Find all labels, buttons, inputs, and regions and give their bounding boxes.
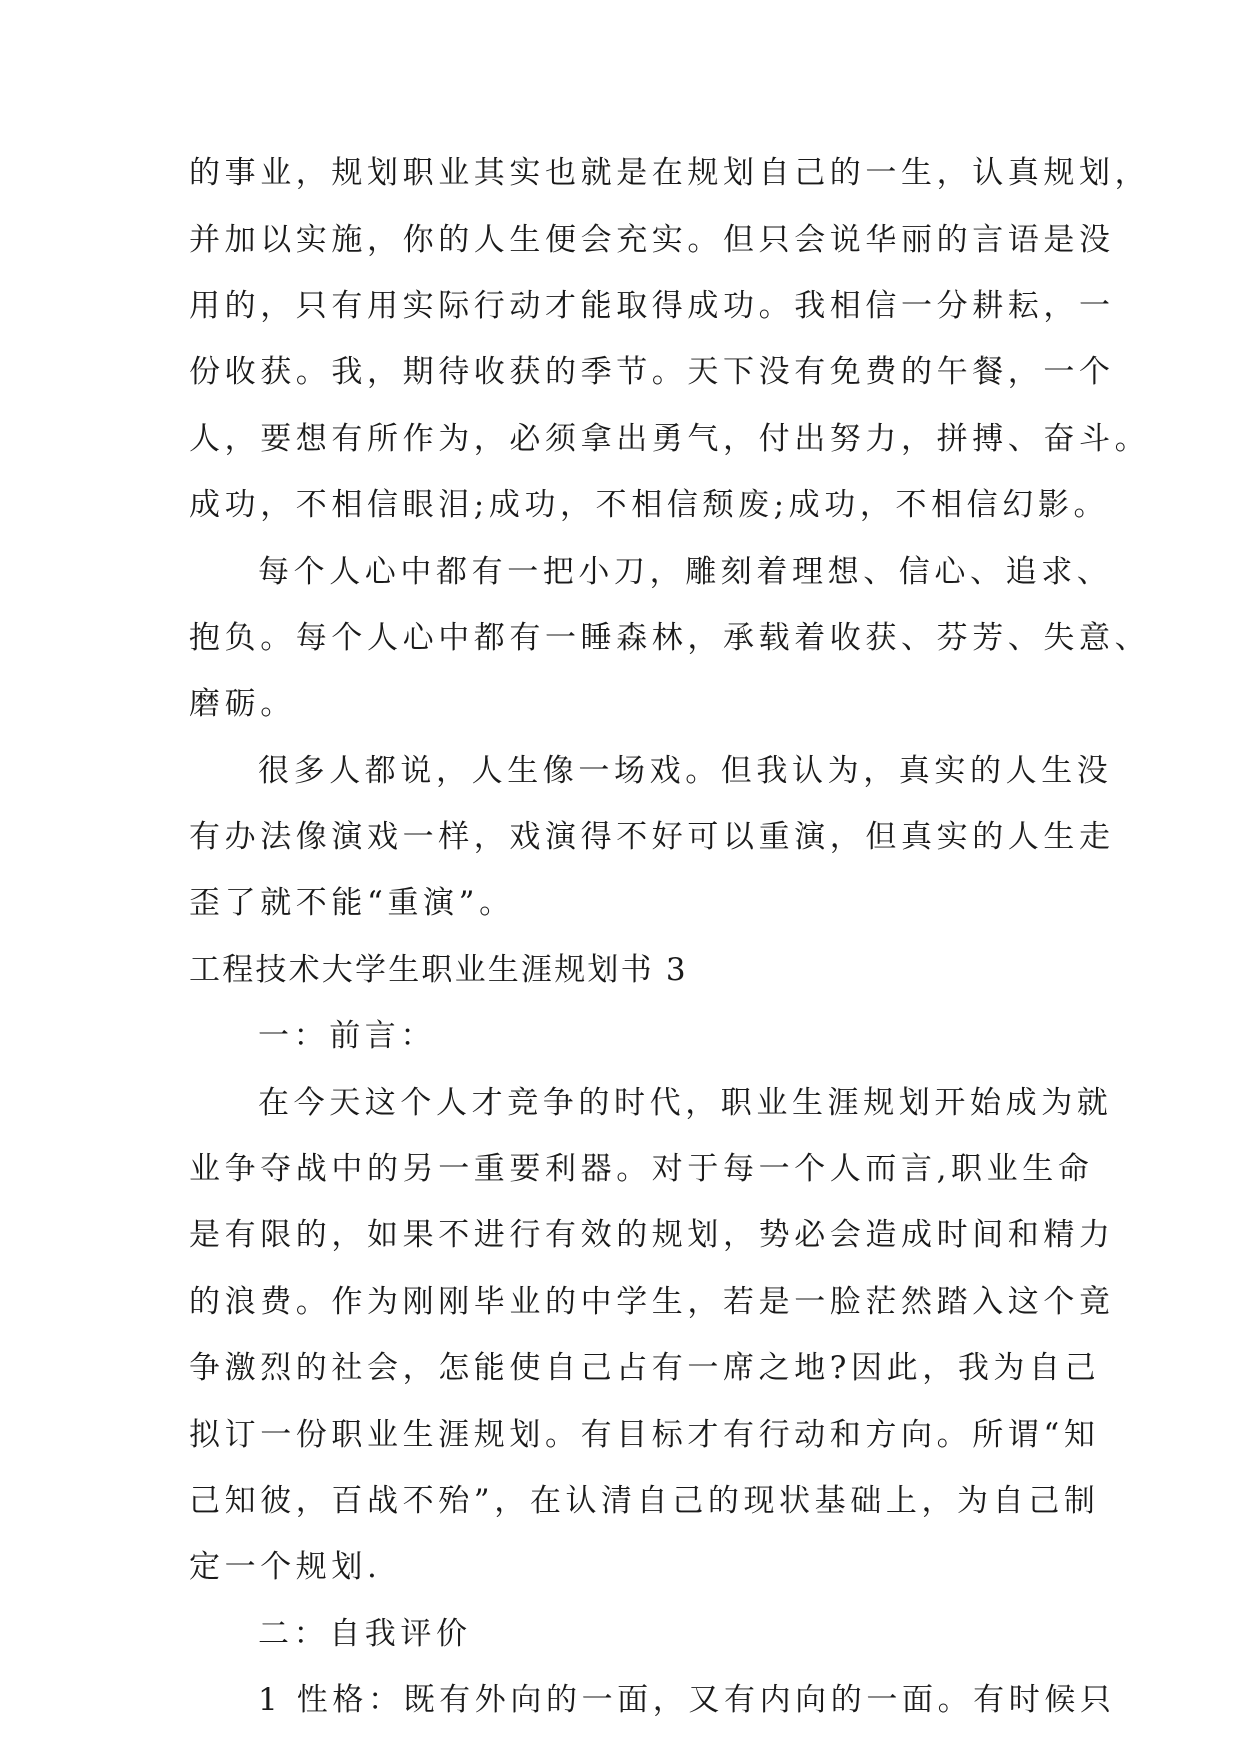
text-line-2: 并加以实施，你的人生便会充实。但只会说华丽的言语是没: [189, 222, 1115, 258]
list-item-personality: 1 性格：既有外向的一面，又有内向的一面。有时候只: [258, 1682, 1116, 1718]
text-line-5: 人，要想有所作为，必须拿出勇气，付出努力，拼搏、奋斗。: [189, 421, 1151, 457]
paragraph-start-3: 在今天这个人才竞争的时代，职业生涯规划开始成为就: [258, 1085, 1113, 1121]
text-line-3: 用的，只有用实际行动才能取得成功。我相信一分耕耘，一: [189, 288, 1115, 324]
text-line-21: 己知彼，百战不殆”，在认清自己的现状基础上，为自己制: [189, 1483, 1100, 1519]
subheading-self-evaluation: 二：自我评价: [258, 1616, 472, 1652]
text-line-8: 抱负。每个人心中都有一睡森林，承载着收获、芬芳、失意、: [189, 620, 1151, 656]
text-line-11: 有办法像演戏一样，戏演得不好可以重演，但真实的人生走: [189, 819, 1115, 855]
text-line-4: 份收获。我，期待收获的季节。天下没有免费的午餐，一个: [189, 354, 1115, 390]
text-line-22: 定一个规划.: [189, 1549, 382, 1585]
text-line-16: 业争夺战中的另一重要利器。对于每一个人而言,职业生命: [189, 1151, 1094, 1187]
text-line-9: 磨砺。: [189, 686, 296, 722]
text-line-12: 歪了就不能“重演”。: [189, 885, 515, 921]
text-line-6: 成功，不相信眼泪;成功，不相信颓废;成功，不相信幻影。: [189, 487, 1110, 523]
text-line-18: 的浪费。作为刚刚毕业的中学生，若是一脸茫然踏入这个竟: [189, 1284, 1115, 1320]
section-title: 工程技术大学生职业生涯规划书 3: [189, 952, 688, 988]
text-line-20: 拟订一份职业生涯规划。有目标才有行动和方向。所谓“知: [189, 1417, 1100, 1453]
text-line-19: 争激烈的社会，怎能使自己占有一席之地?因此，我为自己: [189, 1350, 1101, 1386]
text-line-17: 是有限的，如果不进行有效的规划，势必会造成时间和精力: [189, 1217, 1115, 1253]
subheading-preface: 一：前言：: [258, 1018, 436, 1054]
text-line-1: 的事业，规划职业其实也就是在规划自己的一生，认真规划，: [189, 155, 1151, 191]
paragraph-start-2: 很多人都说，人生像一场戏。但我认为，真实的人生没: [258, 753, 1113, 789]
paragraph-start-1: 每个人心中都有一把小刀，雕刻着理想、信心、追求、: [258, 554, 1113, 590]
